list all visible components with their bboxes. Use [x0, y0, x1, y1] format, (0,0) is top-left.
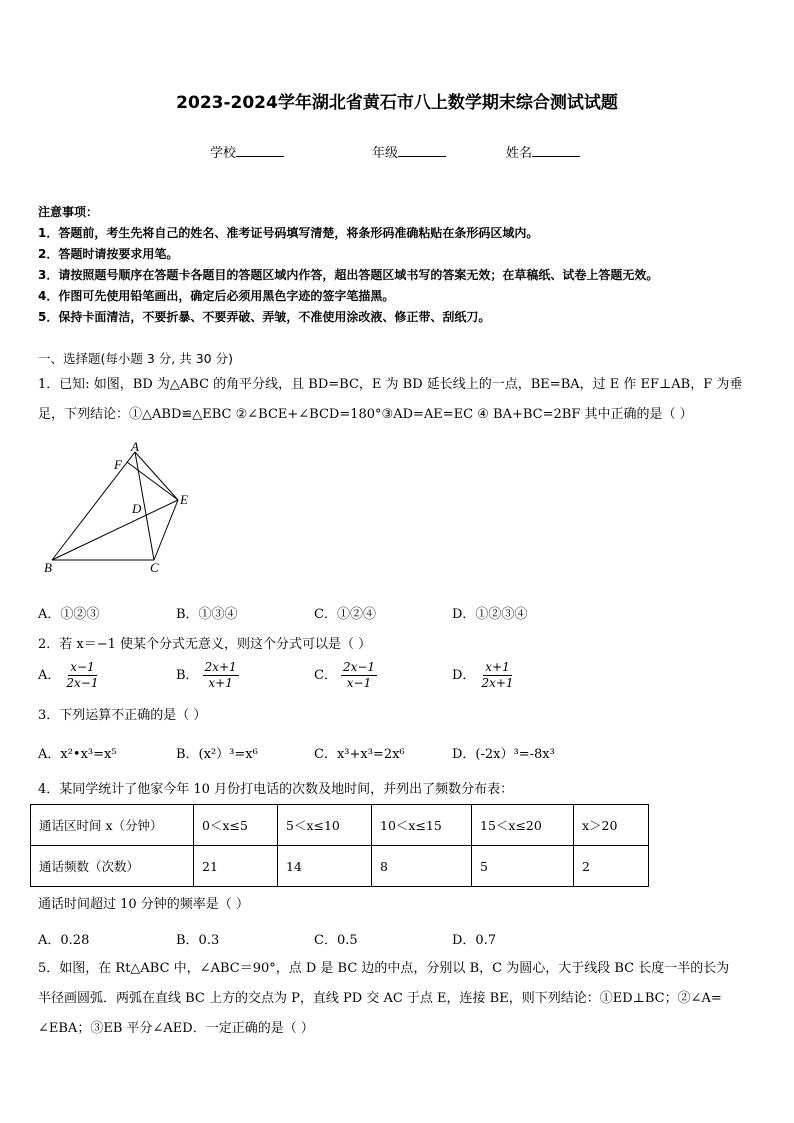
note-item: 2．答题时请按要求用笔。 [38, 247, 179, 261]
section-heading: 一、选择题(每小题 3 分, 共 30 分) [38, 351, 233, 366]
q2-option-b-letter: B． [176, 668, 199, 683]
label-B: B [44, 560, 52, 575]
numerator: x+1 [485, 660, 510, 674]
table-row [31, 846, 649, 887]
grade-label: 年级 [372, 146, 399, 161]
denominator: x+1 [208, 676, 233, 690]
name-blank [532, 145, 580, 157]
school-field [210, 142, 284, 161]
notes-block [38, 202, 768, 328]
q5-stem-line3: ∠EBA；③EB 平分∠AED．一定正确的是（ ） [38, 1021, 314, 1036]
q3-option-a[interactable]: A．x²•x³=x⁵ [38, 747, 117, 762]
segment-BE [52, 500, 178, 560]
table-cell: 5 [472, 846, 574, 887]
note-item: 1．答题前，考生先将自己的姓名、准考证号码填写清楚，将条形码准确粘贴在条形码区域内。 [38, 226, 539, 240]
q5-stem-line1: 5．如图，在 Rt△ABC 中，∠ABC＝90°，点 D 是 BC 边的中点，分别以 B，C 为圆心，大于线段 BC 长度一半的长为 [38, 961, 730, 976]
table-cell: 8 [372, 846, 472, 887]
numerator: 2x−1 [342, 660, 376, 674]
q1-stem-line2: 足，下列结论：①△ABD≌△EBC ②∠BCE+∠BCD=180°③AD=AE=EC ④ BA+BC=2BF 其中正确的是（ ） [38, 407, 693, 422]
denominator: x−1 [346, 676, 372, 690]
q3-option-b[interactable]: B．(x²）³=x⁶ [176, 747, 258, 762]
q2-option-a[interactable] [38, 660, 100, 691]
table-header-row [31, 805, 649, 846]
table-cell: 10＜x≤15 [372, 805, 472, 846]
label-C: C [150, 560, 159, 575]
q1-geometry-figure [36, 438, 206, 578]
table-cell: 0＜x≤5 [194, 805, 278, 846]
q2-option-a-letter: A． [38, 668, 61, 683]
q4-option-c[interactable]: C．0.5 [314, 933, 358, 948]
q3-stem: 3．下列运算不正确的是（ ） [38, 708, 207, 723]
name-label: 姓名 [506, 146, 533, 161]
fraction [64, 660, 100, 691]
note-item: 3．请按照题号顺序在答题卡各题目的答题区域内作答，超出答题区域书写的答案无效；在草稿纸、试卷上答题无效。 [38, 268, 659, 282]
q4-stem: 4．某同学统计了他家今年 10 月份打电话的次数及地时间，并列出了频数分布表： [38, 782, 514, 797]
q1-option-c[interactable]: C．①②④ [314, 607, 376, 622]
school-blank [236, 145, 284, 157]
denominator: 2x−1 [66, 676, 99, 690]
grade-field [372, 142, 446, 161]
fraction [203, 660, 239, 691]
segment-FE [127, 462, 178, 500]
q1-option-a[interactable]: A．①②③ [38, 607, 100, 622]
notes-heading: 注意事项： [38, 205, 99, 219]
q5-stem-line2: 半径画圆弧．两弧在直线 BC 上方的交点为 P，直线 PD 交 AC 于点 E，连接 BE，则下列结论：①ED⊥BC；②∠A= [38, 991, 722, 1006]
note-item: 5．保持卡面清洁，不要折暴、不要弄破、弄皱，不准使用涂改液、修正带、刮纸刀。 [38, 310, 491, 324]
segment-BA [52, 452, 135, 560]
numerator: 2x+1 [204, 660, 237, 674]
table-cell: 14 [278, 846, 372, 887]
table-cell: 通话区时间 x（分钟） [31, 805, 194, 846]
q3-option-c[interactable]: C．x³+x³=2x⁶ [314, 747, 405, 762]
segment-AE [135, 452, 178, 500]
q1-stem-line1: 1．已知: 如图，BD 为△ABC 的角平分线，且 BD=BC，E 为 BD 延长线上的一点，BE=BA，过 E 作 EF⊥AB，F 为垂 [38, 377, 743, 392]
q1-option-b[interactable]: B．①③④ [176, 607, 238, 622]
label-D: D [132, 501, 142, 516]
q4-question: 通话时间超过 10 分钟的频率是（ ） [38, 897, 249, 912]
page-title: 2023-2024学年湖北省黄石市八上数学期末综合测试试题 [176, 93, 618, 113]
label-F: F [114, 457, 122, 472]
numerator: x−1 [70, 660, 95, 674]
school-label: 学校 [210, 146, 237, 161]
segment-CE [154, 500, 178, 560]
table-cell: 5＜x≤10 [278, 805, 372, 846]
q2-option-b[interactable] [176, 660, 239, 691]
label-A: A [131, 439, 139, 454]
table-cell: 21 [194, 846, 278, 887]
table-cell: 15＜x≤20 [472, 805, 574, 846]
table-cell: 2 [574, 846, 649, 887]
denominator: 2x+1 [481, 676, 514, 690]
q4-option-a[interactable]: A．0.28 [38, 933, 90, 948]
table-cell: x＞20 [574, 805, 649, 846]
q2-option-d-letter: D． [452, 668, 476, 683]
q4-option-b[interactable]: B．0.3 [176, 933, 220, 948]
grade-blank [398, 145, 446, 157]
q2-option-c-letter: C． [314, 668, 337, 683]
note-item: 4．作图可先使用铅笔画出，确定后必须用黑色字迹的签字笔描黑。 [38, 289, 395, 303]
frequency-table [30, 804, 649, 887]
q2-option-c[interactable] [314, 660, 377, 691]
name-field [506, 142, 580, 161]
q3-option-d[interactable]: D．(-2x）³=-8x³ [452, 747, 555, 762]
fraction [479, 660, 515, 691]
fraction [341, 660, 377, 691]
q4-option-d[interactable]: D．0.7 [452, 933, 497, 948]
table-cell: 通话频数（次数） [31, 846, 194, 887]
q1-option-d[interactable]: D．①②③④ [452, 607, 528, 622]
q2-option-d[interactable] [452, 660, 516, 691]
q2-stem: 2．若 x＝−1 使某个分式无意义，则这个分式可以是（ ） [38, 637, 372, 652]
label-E: E [180, 492, 188, 507]
